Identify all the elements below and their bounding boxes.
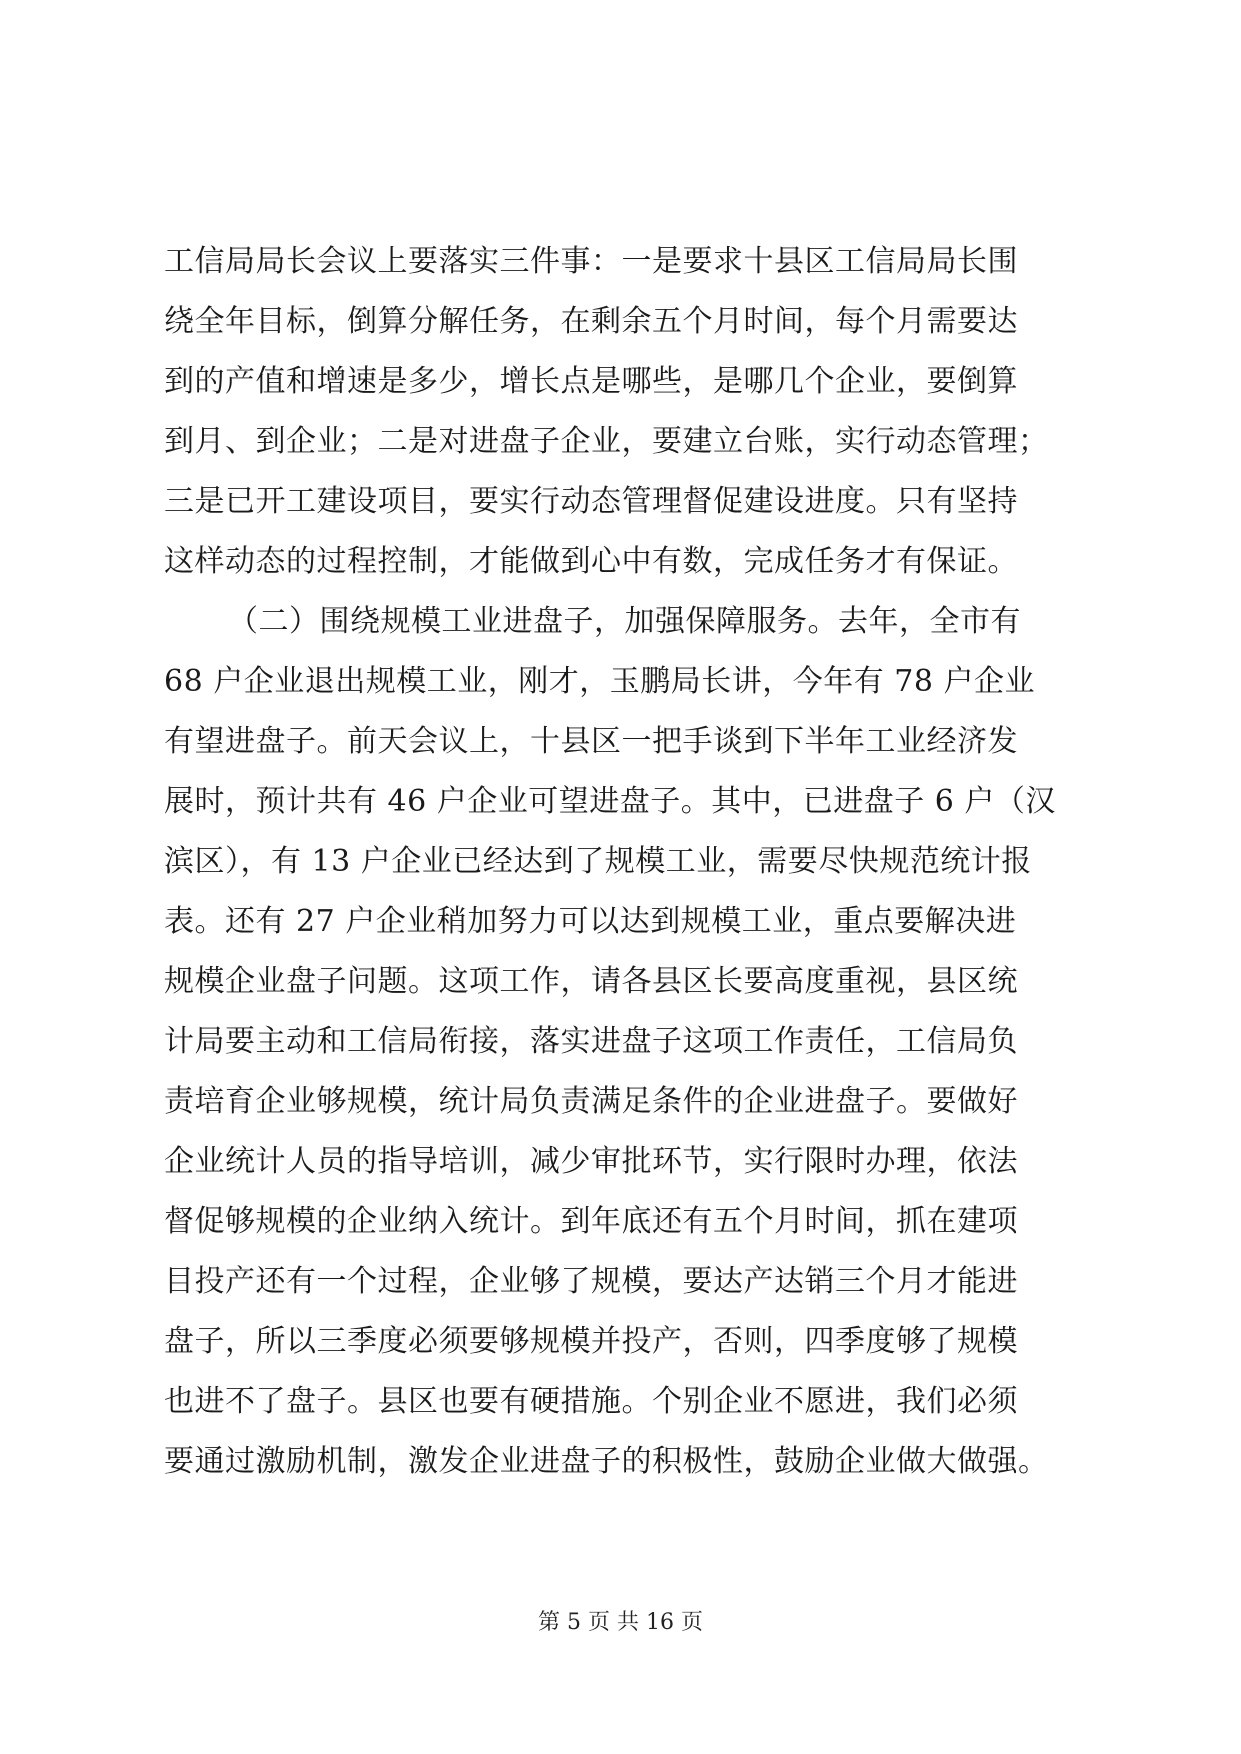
text-line: 到的产值和增速是多少，增长点是哪些，是哪几个企业，要倒算 <box>164 364 1018 399</box>
text-line: 规模企业盘子问题。这项工作，请各县区长要高度重视，县区统 <box>164 964 1018 999</box>
text-line: 展时，预计共有 46 户企业可望进盘子。其中，已进盘子 6 户（汉 <box>164 784 1056 819</box>
text-line: 有望进盘子。前天会议上，十县区一把手谈到下半年工业经济发 <box>164 724 1018 759</box>
paragraph-heading-line: （二）围绕规模工业进盘子，加强保障服务。去年，全市有 <box>228 604 1021 639</box>
text-line: 责培育企业够规模，统计局负责满足条件的企业进盘子。要做好 <box>164 1084 1018 1119</box>
text-line: 三是已开工建设项目，要实行动态管理督促建设进度。只有坚持 <box>164 484 1018 519</box>
text-line: 企业统计人员的指导培训，减少审批环节，实行限时办理，依法 <box>164 1144 1018 1179</box>
text-line: 计局要主动和工信局衔接，落实进盘子这项工作责任，工信局负 <box>164 1024 1018 1059</box>
text-line: 这样动态的过程控制，才能做到心中有数，完成任务才有保证。 <box>164 544 1018 579</box>
body-text <box>164 232 1084 1492</box>
text-line: 目投产还有一个过程，企业够了规模，要达产达销三个月才能进 <box>164 1264 1018 1299</box>
page-number-footer: 第 5 页 共 16 页 <box>538 1610 703 1635</box>
text-line: 工信局局长会议上要落实三件事：一是要求十县区工信局局长围 <box>164 244 1018 279</box>
text-line: 盘子，所以三季度必须要够规模并投产，否则，四季度够了规模 <box>164 1324 1018 1359</box>
text-line: 到月、到企业；二是对进盘子企业，要建立台账，实行动态管理； <box>164 424 1049 459</box>
text-line: 滨区），有 13 户企业已经达到了规模工业，需要尽快规范统计报 <box>164 844 1032 879</box>
text-line: 68 户企业退出规模工业，刚才，玉鹏局长讲，今年有 78 户企业 <box>164 664 1035 699</box>
text-line: 督促够规模的企业纳入统计。到年底还有五个月时间，抓在建项 <box>164 1204 1018 1239</box>
text-line: 表。还有 27 户企业稍加努力可以达到规模工业，重点要解决进 <box>164 904 1017 939</box>
text-line: 绕全年目标，倒算分解任务，在剩余五个月时间，每个月需要达 <box>164 304 1018 339</box>
text-line: 要通过激励机制，激发企业进盘子的积极性，鼓励企业做大做强。 <box>164 1444 1049 1479</box>
text-line: 也进不了盘子。县区也要有硬措施。个别企业不愿进，我们必须 <box>164 1384 1018 1419</box>
